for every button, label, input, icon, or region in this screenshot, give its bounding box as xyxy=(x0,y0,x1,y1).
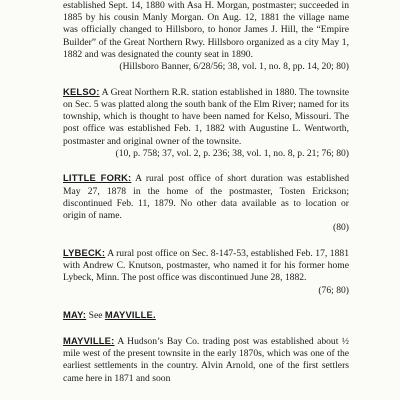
entry-heading: MAYVILLE: xyxy=(63,334,115,346)
see-label: See xyxy=(88,310,103,322)
entry-may xyxy=(63,309,349,322)
entry-text: A rural post office on Sec. 8-147-53, established Feb. 17, 1881 with Andrew C. Knutson, postmaster, who named it for his former home Lybeck, Minn. The post office was discontinued June 28, 1882. xyxy=(63,247,349,284)
entry-text: A Hudson’s Bay Co. trading post was established about ½ mile west of the present townsite in the early 1870s, which was one of the earliest settlements in the country. Alvin Arnold, one of the first settlers came here in 1871 and soon xyxy=(63,335,349,384)
entry-citation: (Hillsboro Banner, 6/28/56; 38, vol. 1, no. 8, pp. 14, 20; 80) xyxy=(119,61,349,73)
entry-hillsboro-continued xyxy=(63,0,349,73)
entry-heading: KELSO: xyxy=(63,85,100,97)
entry-body: established Sept. 14, 1880 with Asa H. Morgan, postmaster; succeeded in 1885 by his cousin Manly Morgan. On Aug. 12, 1881 the village name was officially changed to Hillsboro, to honor James J. Hill, the “Empire Builder” of the Great Northern Rwy. Hillsboro organized as a city May 1, 1882 and was designated the county seat in 1890. xyxy=(63,0,349,60)
entry-citation: (76; 80) xyxy=(318,284,349,296)
entry-little-fork xyxy=(63,172,349,234)
entry-body xyxy=(63,86,349,148)
entry-heading: MAY: xyxy=(63,309,87,321)
entry-body xyxy=(63,309,349,322)
entry-text: A Great Northern R.R. station established in 1880. The townsite on Sec. 5 was platted along the south bank of the Elm River; named for its township, which is thought to have been named for Kelso, Missouri. The post office was established Feb. 1, 1882 with Augustine L. Wentworth, postmaster and original owner of the townsite. xyxy=(63,86,349,147)
entry-text: A rural post office of short duration was established May 27, 1878 in the home of the postmaster, Tosten Erickson; discontinued Feb. 11, 1879. No other data available as to location or origin of name. xyxy=(63,173,349,222)
entry-body xyxy=(63,335,349,385)
entry-kelso xyxy=(63,86,349,160)
entry-heading: LYBECK: xyxy=(63,246,106,258)
entry-citation: (80) xyxy=(333,222,349,234)
entry-lybeck xyxy=(63,247,349,297)
entry-mayville xyxy=(63,335,349,385)
entry-body xyxy=(63,247,349,285)
entry-citation: (10, p. 758; 37, vol. 2, p. 236; 38, vol. 1, no. 8, p. 21; 76; 80) xyxy=(115,147,349,159)
entry-body xyxy=(63,172,349,222)
cross-reference: MAYVILLE. xyxy=(104,309,156,321)
page-text-column xyxy=(63,0,349,397)
entry-heading: LITTLE FORK: xyxy=(63,172,132,184)
